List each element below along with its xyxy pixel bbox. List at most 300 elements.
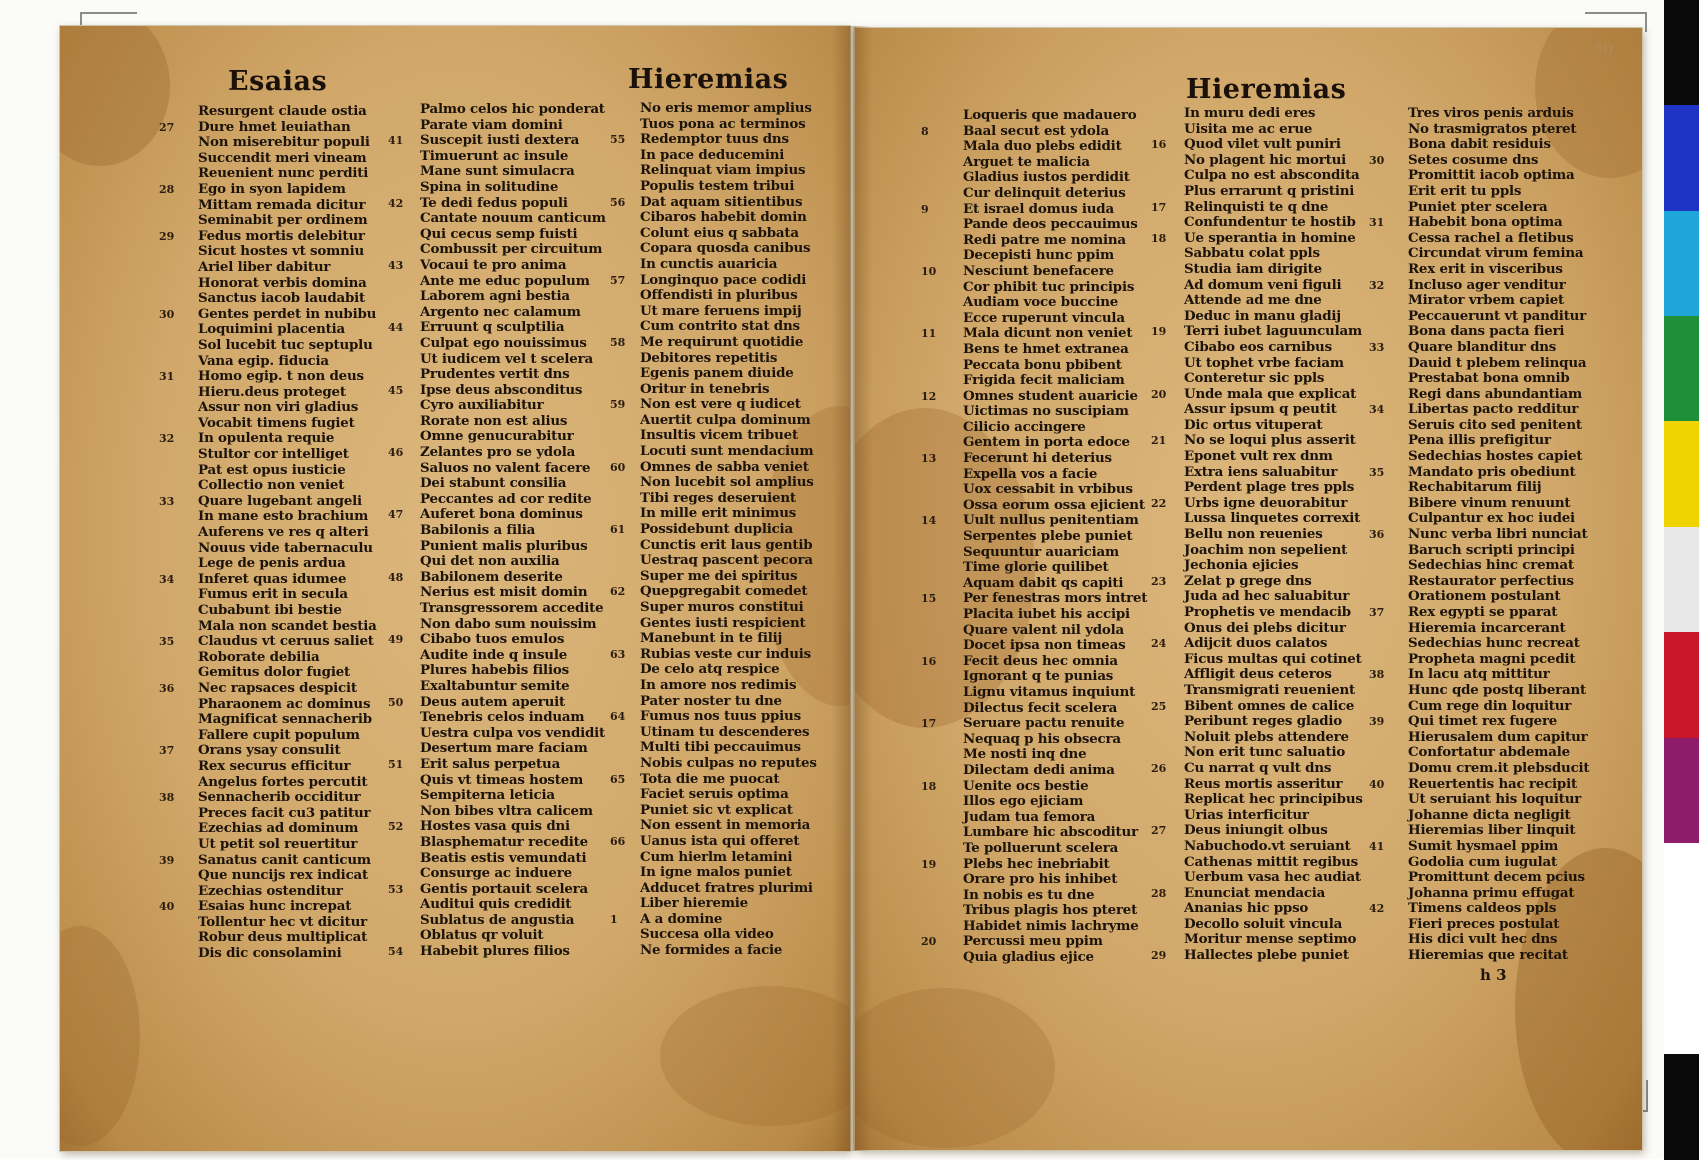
verse-number: 24 [1151, 637, 1167, 651]
water-stain [60, 926, 140, 1146]
text-line: Inferet quas idumee [198, 570, 347, 587]
text-line: Parate viam domini [420, 116, 563, 133]
verse-number [1369, 886, 1384, 902]
text-line: Nouus vide tabernaculu [198, 539, 373, 556]
verse-number [1151, 683, 1166, 699]
text-line: Quare blanditur dns [1408, 338, 1557, 355]
verse-number: 19 [1151, 325, 1167, 339]
verse-number [610, 163, 625, 179]
text-line: Mirator vrbem capiet [1408, 292, 1565, 309]
text-line: Ut petit sol reuertitur [198, 835, 358, 852]
verse-number: 48 [388, 570, 404, 584]
verse-number [159, 759, 174, 775]
verse-number: 53 [388, 882, 404, 896]
text-line: Sedechias hostes capiet [1408, 448, 1583, 465]
text-line: Omne genucurabitur [420, 428, 574, 445]
text-line: Tota die me puocat [640, 770, 780, 787]
verse-number [159, 213, 174, 229]
verse-number [388, 398, 403, 414]
text-line: Offendisti in pluribus [640, 287, 798, 304]
verse-number [388, 476, 403, 492]
text-line: Baruch scripti principi [1408, 541, 1575, 558]
text-line: Pena illis prefigitur [1408, 432, 1551, 449]
verse-number [388, 414, 403, 430]
verse-number [1151, 714, 1166, 730]
verse-number: 60 [610, 460, 626, 474]
text-line: Perdent plage tres ppls [1184, 479, 1355, 496]
verse-number [1369, 745, 1384, 761]
verse-number: 35 [1369, 465, 1385, 479]
text-line: Judam tua femora [963, 808, 1096, 825]
text-line: Lege de penis ardua [198, 555, 346, 572]
text-line: Assur ipsum q peutit [1184, 401, 1337, 418]
text-line: Attende ad me dne [1184, 292, 1322, 309]
verse-number [1151, 356, 1166, 372]
verse-number [921, 342, 936, 358]
color-swatch [1664, 0, 1699, 106]
text-line: Adijcit duos calatos [1184, 635, 1328, 652]
verse-number: 17 [1151, 200, 1167, 214]
verse-number [921, 872, 936, 888]
verse-number [1369, 480, 1384, 496]
text-line: Homo egip. t non deus [198, 368, 364, 385]
text-line: Ananias hic ppso [1184, 900, 1309, 917]
text-line: Arguet te malicia [963, 153, 1090, 170]
verse-number [1151, 309, 1166, 325]
verse-number [921, 701, 936, 717]
text-line: Non dabo sum nouissim [420, 615, 597, 632]
verse-number [388, 913, 403, 929]
verse-number [921, 732, 936, 748]
verse-number [1369, 137, 1384, 153]
text-line: Qui timet rex fugere [1408, 713, 1558, 730]
verse-number: 43 [388, 258, 404, 272]
text-line: Seruis cito sed penitent [1408, 416, 1582, 433]
text-line: Babilonis a filia [420, 522, 536, 539]
verse-number [388, 211, 403, 227]
text-line: Bona dans pacta fieri [1408, 323, 1565, 340]
verse-number [159, 416, 174, 432]
verse-number: 55 [610, 133, 626, 147]
verse-number [921, 669, 936, 685]
text-line: Uestra culpa vos vendidit [420, 724, 606, 741]
text-line: Promittit iacob optima [1408, 167, 1575, 184]
verse-number: 23 [1151, 574, 1167, 588]
verse-number [1151, 511, 1166, 527]
text-line: Extra iens saluabitur [1184, 463, 1338, 480]
verse-number [1151, 792, 1166, 808]
text-line: Expella vos a facie [963, 465, 1098, 482]
verse-number [921, 420, 936, 436]
text-line: Bibere vinum renuunt [1408, 494, 1571, 511]
verse-number [1369, 699, 1384, 715]
verse-number [610, 787, 625, 803]
text-line: Claudus vt ceruus saliet [198, 633, 374, 650]
verse-number: 32 [159, 432, 175, 446]
page-heading-hieremias-right: Hieremias [1186, 74, 1347, 105]
text-line: Qui cecus semp fuisti [420, 225, 578, 242]
verse-number: 30 [159, 307, 175, 321]
text-line: Tenebris celos induam [420, 709, 585, 726]
verse-numbers [388, 102, 403, 960]
text-line: His dici vult hec dns [1408, 931, 1558, 948]
text-line: Uisita me ac erue [1184, 120, 1313, 137]
verse-number: 27 [1151, 824, 1167, 838]
color-swatch [1664, 105, 1699, 211]
verse-number [159, 650, 174, 666]
verse-number [921, 576, 936, 592]
text-line: Oblatus qr voluit [420, 927, 544, 944]
verse-number [1369, 418, 1384, 434]
verse-number [610, 678, 625, 694]
text-line: Erit erit tu ppls [1408, 182, 1522, 199]
text-column [963, 108, 1147, 966]
text-line: Hieremia incarcerant [1408, 619, 1566, 636]
text-line: Cibabo tuos emulos [420, 631, 565, 648]
verse-number [388, 102, 403, 118]
verse-number [610, 101, 625, 117]
text-line: Dei stabunt consilia [420, 475, 567, 492]
text-line: Jechonia ejicies [1184, 557, 1299, 574]
verse-number: 42 [388, 196, 404, 210]
verse-number: 51 [388, 757, 404, 771]
verse-number [388, 492, 403, 508]
text-line: Puniet pter scelera [1408, 198, 1548, 215]
verse-number: 57 [610, 273, 626, 287]
verse-number [921, 950, 936, 966]
text-line: Transgressorem accedite [420, 600, 604, 616]
text-line: No plagent hic mortui [1184, 151, 1347, 168]
verse-number [610, 366, 625, 382]
verse-number: 31 [159, 370, 175, 384]
text-line: Habebit bona optima [1408, 214, 1563, 231]
verse-number [610, 506, 625, 522]
verse-number [1369, 200, 1384, 216]
verse-number [1151, 215, 1166, 231]
verse-number [610, 662, 625, 678]
verse-number [1369, 589, 1384, 605]
text-line: Mandato pris obediunt [1408, 463, 1576, 480]
text-line: Bens te hmet extranea [963, 340, 1129, 357]
text-line: Prudentes vertit dns [420, 366, 570, 383]
text-column [640, 101, 817, 959]
verse-number [388, 523, 403, 539]
verse-number [1151, 870, 1166, 886]
text-line: In muru dedi eres [1184, 105, 1316, 121]
verse-number [1151, 278, 1166, 294]
text-line: Rex egypti se pparat [1408, 604, 1558, 620]
verse-number [388, 601, 403, 617]
verse-number [388, 352, 403, 368]
verse-numbers [610, 101, 625, 959]
text-line: Sicut hostes vt somniu [198, 243, 365, 260]
text-line: Relinquisti te q dne [1184, 198, 1329, 215]
text-line: Tribus plagis hos pteret [963, 902, 1138, 919]
text-line: Placita iubet his accipi [963, 606, 1130, 622]
verse-number [159, 151, 174, 167]
text-line: In lacu atq mittitur [1408, 666, 1550, 683]
text-line: Aquam dabit qs capiti [963, 574, 1124, 591]
verse-number [1369, 449, 1384, 465]
verse-number [159, 697, 174, 713]
verse-number [159, 338, 174, 354]
color-swatch [1664, 211, 1699, 317]
text-line: In mane esto brachium [198, 508, 369, 525]
verse-number [921, 217, 936, 233]
verse-number [921, 685, 936, 701]
verse-number: 29 [159, 229, 175, 243]
verse-number [921, 404, 936, 420]
verse-number [388, 866, 403, 882]
text-line: Esaias hunc increpat [198, 898, 352, 915]
text-line: Cantate nouum canticum [420, 210, 606, 227]
verse-number [1369, 917, 1384, 933]
verse-number [1151, 558, 1166, 574]
color-swatch [1664, 421, 1699, 527]
verse-number [610, 896, 625, 912]
verse-number [159, 291, 174, 307]
verse-number [159, 198, 174, 214]
text-line: Adducet fratres plurimi [640, 879, 813, 896]
verse-number: 19 [921, 857, 937, 871]
text-line: Laborem agni bestia [420, 288, 570, 305]
verse-number [1369, 558, 1384, 574]
text-line: Preces facit cu3 patitur [198, 804, 371, 821]
text-line: Loquimini placentia [198, 321, 345, 338]
verse-number [921, 435, 936, 451]
text-line: Auferens ve res q alteri [198, 524, 369, 541]
verse-number [159, 260, 174, 276]
verse-number [159, 712, 174, 728]
verse-number [921, 903, 936, 919]
verse-number [1369, 168, 1384, 184]
text-line: Hieremias que recitat [1408, 947, 1568, 964]
verse-number [1369, 433, 1384, 449]
verse-number: 64 [610, 710, 626, 724]
verse-number [921, 825, 936, 841]
verse-number [1369, 823, 1384, 839]
text-column [1184, 106, 1363, 964]
text-line: Cibabo eos carnibus [1184, 338, 1332, 355]
verse-number [921, 529, 936, 545]
text-line: Orans ysay consulit [198, 742, 341, 759]
verse-number [388, 242, 403, 258]
text-line: Enunciat mendacia [1184, 884, 1326, 901]
text-line: Nequaq p his obsecra [963, 730, 1121, 747]
verse-number [159, 775, 174, 791]
verse-number [1151, 184, 1166, 200]
verse-number: 39 [159, 853, 175, 867]
verse-number: 39 [1369, 715, 1385, 729]
text-line: Sumit hysmael ppim [1408, 837, 1559, 854]
text-line: Omnes de sabba veniet [640, 458, 809, 475]
verse-number: 40 [1369, 777, 1385, 791]
text-line: Baal secut est ydola [963, 122, 1109, 139]
text-line: Omnes student auaricie [963, 387, 1138, 404]
text-line: Non lucebit sol amplius [640, 474, 814, 491]
text-line: Nesciunt benefacere [963, 262, 1114, 279]
text-line: Gentes iusti respicient [640, 614, 806, 631]
verse-number [610, 881, 625, 897]
text-line: Gentes perdet in nubibu [198, 305, 377, 322]
verse-number [159, 166, 174, 182]
text-line: Exaltabuntur semite [420, 677, 570, 694]
text-line: Blasphematur recedite [420, 833, 588, 850]
verse-number [1151, 480, 1166, 496]
text-line: Cessa rachel a fletibus [1408, 229, 1574, 246]
text-line: Lignu vitamus inquiunt [963, 683, 1136, 700]
text-column [1408, 106, 1589, 964]
verse-number [610, 351, 625, 367]
text-line: Mala non scandet bestia [198, 617, 377, 634]
text-line: Dic ortus vituperat [1184, 416, 1323, 433]
text-line: Sempiterna leticia [420, 787, 555, 804]
page-heading-hieremias-left: Hieremias [628, 64, 789, 95]
text-line: Circundat virum femina [1408, 245, 1584, 262]
verse-number: 36 [1369, 528, 1385, 542]
text-line: Cu narrat q vult dns [1184, 759, 1332, 776]
verse-number [610, 818, 625, 834]
text-line: Ad domum veni figuli [1184, 276, 1342, 293]
color-swatch [1664, 738, 1699, 844]
text-line: Ficus multas qui cotinet [1184, 650, 1362, 667]
text-line: Oritur in tenebris [640, 380, 770, 397]
text-line: Longinquo pace codidi [640, 271, 807, 288]
text-line: In nobis es tu dne [963, 886, 1095, 903]
text-line: Bibent omnes de calice [1184, 697, 1355, 714]
text-line: Johanne dicta negligit [1408, 806, 1571, 823]
text-line: Incluso ager venditur [1408, 276, 1566, 293]
text-line: Noluit plebs attendere [1184, 728, 1349, 745]
verse-number [1369, 231, 1384, 247]
verse-number [921, 482, 936, 498]
verse-number [388, 289, 403, 305]
text-line: Dauid t plebem relinqua [1408, 354, 1587, 371]
text-line: Insultis vicem tribuet [640, 427, 798, 444]
verse-number [1369, 621, 1384, 637]
verse-number [1151, 543, 1166, 559]
text-line: Rechabitarum filij [1408, 479, 1542, 496]
verse-number [610, 491, 625, 507]
text-line: Sol lucebit tuc septuplu [198, 336, 373, 353]
verse-number [921, 888, 936, 904]
verse-number: 26 [1151, 761, 1167, 775]
text-line: Magnificat sennacherib [198, 711, 372, 728]
text-line: Succendit meri vineam [198, 149, 367, 166]
verse-number: 46 [388, 446, 404, 460]
text-line: Uerbum vasa hec audiat [1184, 869, 1361, 886]
text-line: Sequuntur auariciam [963, 543, 1119, 560]
text-line: Quis vt timeas hostem [420, 771, 584, 788]
verse-number [610, 538, 625, 554]
verse-number [610, 631, 625, 647]
verse-number: 28 [159, 182, 175, 196]
text-line: Ut tophet vrbe faciam [1184, 354, 1344, 371]
verse-number [388, 663, 403, 679]
text-line: Cor phibit tuc principis [963, 278, 1135, 295]
text-line: In igne malos puniet [640, 864, 792, 881]
text-line: In opulenta requie [198, 430, 335, 447]
text-line: Moritur mense septimo [1184, 931, 1357, 948]
text-line: Fecit deus hec omnia [963, 652, 1118, 669]
verse-number [1369, 262, 1384, 278]
verse-number: 45 [388, 383, 404, 397]
verse-number [1369, 246, 1384, 262]
text-line: Seruare pactu renuite [963, 715, 1125, 732]
verse-number: 59 [610, 398, 626, 412]
verse-number [921, 186, 936, 202]
text-line: Honorat verbis domina [198, 274, 367, 291]
verse-number [610, 382, 625, 398]
verse-number: 32 [1369, 278, 1385, 292]
verse-number [1369, 792, 1384, 808]
verse-number [388, 367, 403, 383]
verse-number [388, 773, 403, 789]
text-line: Pharaonem ac dominus [198, 695, 371, 712]
verse-number [159, 244, 174, 260]
text-line: Percussi meu ppim [963, 933, 1103, 950]
text-line: Non est vere q iudicet [640, 396, 801, 413]
text-line: Vocabit timens fugiet [198, 414, 355, 431]
verse-number: 35 [159, 635, 175, 649]
verse-number [159, 556, 174, 572]
text-line: Ante me educ populum [420, 272, 590, 289]
verse-number [1369, 870, 1384, 886]
verse-number [610, 616, 625, 632]
verse-number: 16 [921, 654, 937, 668]
verse-number [921, 295, 936, 311]
verse-number: 13 [921, 452, 937, 466]
verse-number [610, 304, 625, 320]
text-line: Multi tibi peccauimus [640, 739, 801, 756]
verse-number [159, 665, 174, 681]
text-line: Zelantes pro se ydola [420, 444, 576, 461]
text-line: Lussa linquetes correxit [1184, 510, 1361, 527]
verse-number [610, 600, 625, 616]
text-line: Gladius iustos perdidit [963, 169, 1130, 186]
verse-number [921, 498, 936, 514]
text-line: Timens caldeos ppls [1408, 900, 1557, 917]
text-line: Mane sunt simulacra [420, 163, 575, 180]
text-line: Studia iam dirigite [1184, 260, 1322, 277]
verse-number [159, 104, 174, 120]
text-line: Plus errarunt q pristini [1184, 182, 1355, 199]
verse-number [1151, 168, 1166, 184]
verse-number [610, 725, 625, 741]
verse-number: 62 [610, 585, 626, 599]
text-line: Possidebunt duplicia [640, 521, 793, 538]
color-swatch [1664, 1054, 1699, 1160]
verse-number [1369, 574, 1384, 590]
verse-number [921, 841, 936, 857]
text-line: Egenis panem diuide [640, 365, 794, 382]
color-swatch [1664, 948, 1699, 1054]
text-line: Restaurator perfectius [1408, 572, 1574, 589]
verse-number [1151, 652, 1166, 668]
text-line: Uox cessabit in vrbibus [963, 481, 1133, 498]
text-line: Tollentur hec vt dicitur [198, 913, 367, 930]
text-line: No se loqui plus asserit [1184, 432, 1356, 449]
text-line: Colunt eius q sabbata [640, 224, 799, 241]
verse-number: 49 [388, 633, 404, 647]
verse-number [388, 539, 403, 555]
text-line: Hallectes plebe puniet [1184, 947, 1349, 964]
verse-number [921, 545, 936, 561]
verse-number [921, 233, 936, 249]
text-line: In mille erit minimus [640, 505, 797, 522]
text-line: Audite inde q insule [420, 646, 568, 663]
text-line: Sanatus canit canticum [198, 851, 371, 868]
